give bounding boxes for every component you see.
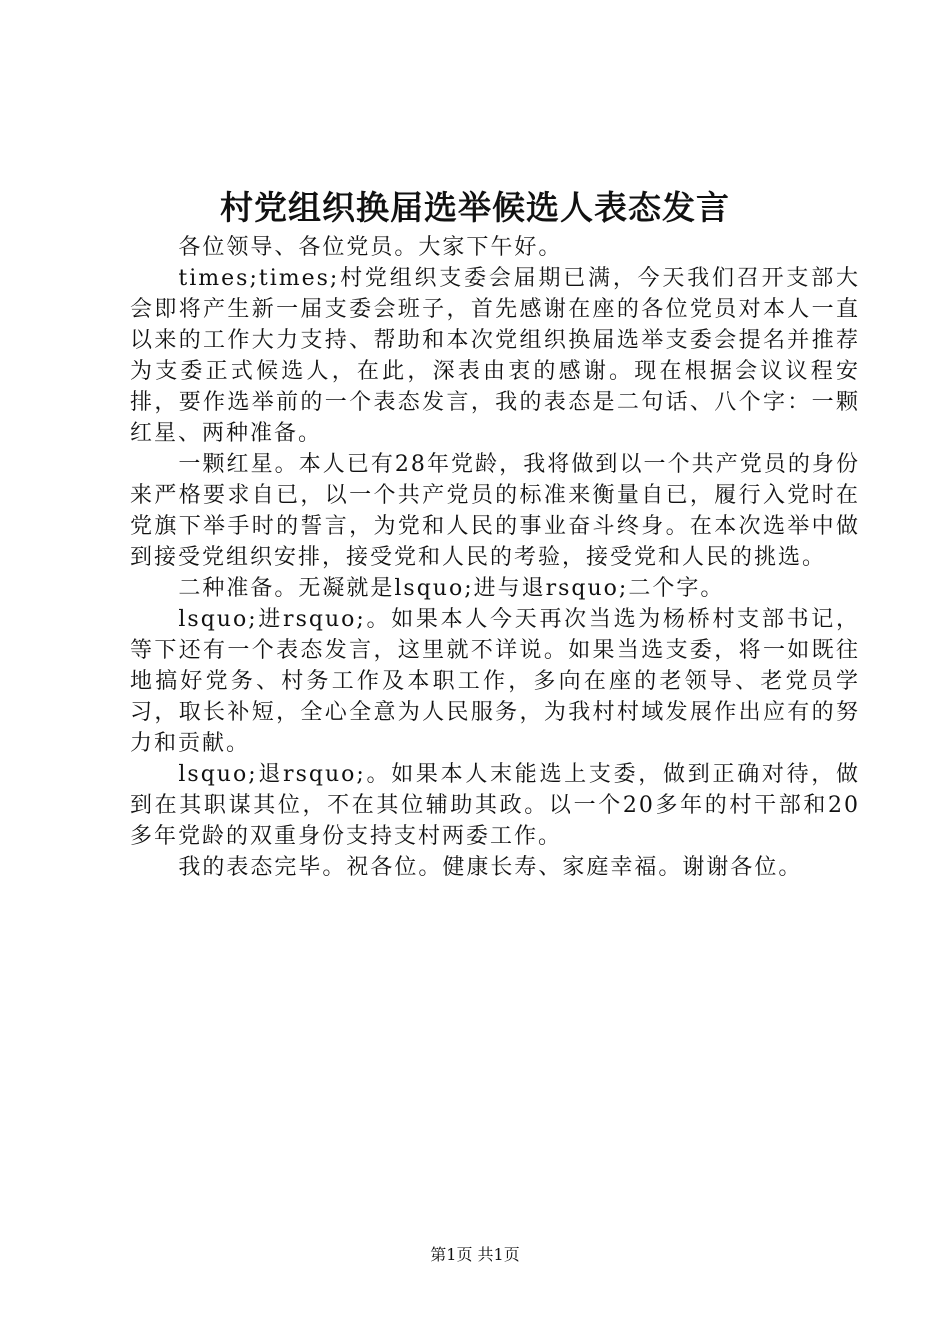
document-body [130, 232, 860, 883]
paragraph-closing: 我的表态完毕。祝各位。健康长寿、家庭幸福。谢谢各位。 [178, 855, 803, 880]
paragraph-greeting: 各位领导、各位党员。大家下午好。 [178, 235, 563, 260]
document-title: 村党组织换届选举候选人表态发言 [220, 188, 730, 227]
paragraph-retreat: lsquo;退rsquo;。如果本人末能选上支委，做到正确对待，做到在其职谋其位，不在其位辅助其政。以一个20多年的村干部和20多年党龄的双重身份支持支村两委工作。 [130, 762, 860, 849]
paragraph-intro: times;times;村党组织支委会届期已满，今天我们召开支部大会即将产生新一届支委会班子，首先感谢在座的各位党员对本人一直以来的工作大力支持、帮助和本次党组织换届选举支委会提名并推荐为支委正式候选人，在此，深表由衷的感谢。现在根据会议议程安排，要作选举前的一个表态发言，我的表态是二句话、八个字：一颗红星、两种准备。 [130, 266, 860, 446]
page-footer: 第1页 共1页 [430, 1245, 520, 1264]
paragraph-advance: lsquo;进rsquo;。如果本人今天再次当选为杨桥村支部书记，等下还有一个表态发言，这里就不详说。如果当选支委，将一如既往地搞好党务、村务工作及本职工作，多向在座的老领导、老党员学习，取长补短，全心全意为人民服务，为我村村域发展作出应有的努力和贡献。 [130, 607, 860, 756]
paragraph-two-preparations: 二种准备。无凝就是lsquo;进与退rsquo;二个字。 [178, 576, 725, 601]
paragraph-red-star: 一颗红星。本人已有28年党龄，我将做到以一个共产党员的身份来严格要求自已，以一个共产党员的标准来衡量自已，履行入党时在党旗下举手时的誓言，为党和人民的事业奋斗终身。在本次选举中做到接受党组织安排，接受党和人民的考验，接受党和人民的挑选。 [130, 452, 860, 570]
